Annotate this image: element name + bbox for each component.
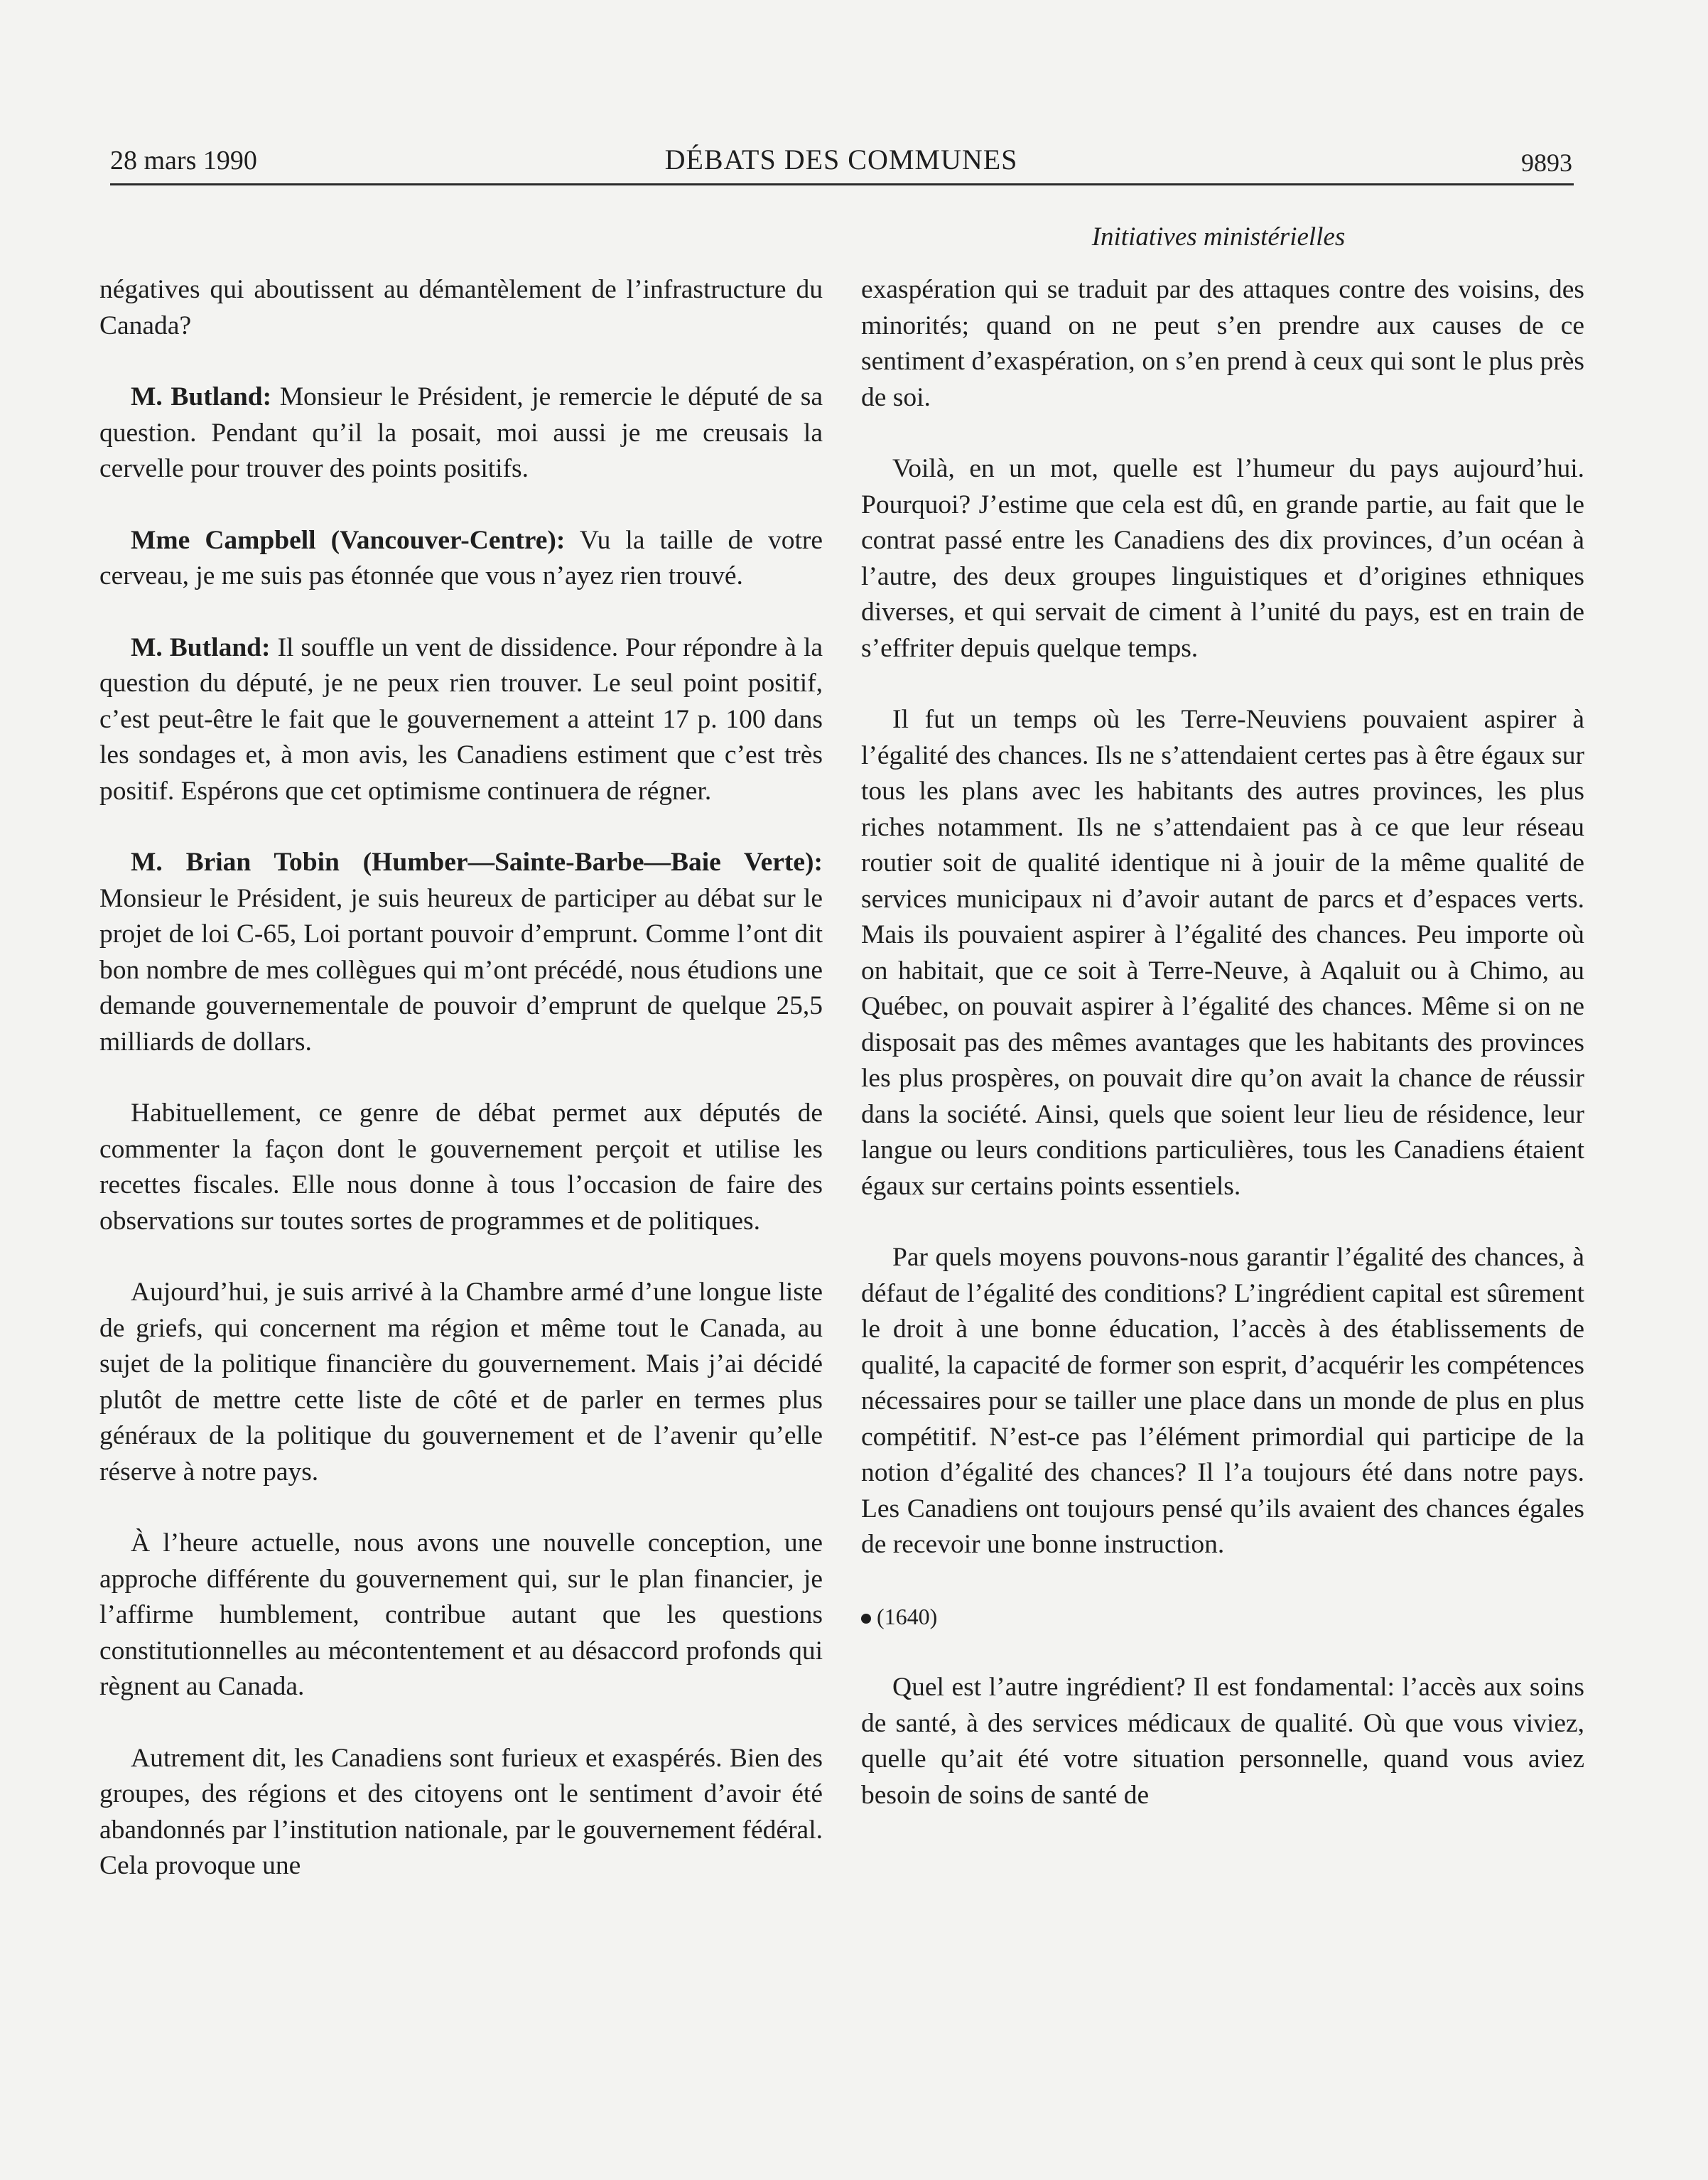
paragraph: À l’heure actuelle, nous avons une nouvelle conception, une approche différente du gouvernement qui, sur le plan financier, je l’affirme humblement, contribue autant que les questions constitutionnelles au mécontentement et au désaccord profonds qui règnent au Canada.	[99, 1528, 823, 1701]
speaker-name: M. Butland:	[131, 632, 271, 662]
speech-text: Monsieur le Président, je suis heureux de participer au débat sur le projet de loi C-65, Loi portant pouvoir d’emprunt. Comme l’ont dit bon nombre de mes collègues qui m’ont précédé, nous étudions une demande gouvernementale de pouvoir d’emprunt de quelque 25,5 milliards de dollars.	[99, 883, 823, 1057]
bullet-icon	[861, 1614, 871, 1624]
right-column	[861, 272, 1584, 1849]
paragraph	[99, 845, 823, 1060]
paragraph	[99, 523, 823, 595]
paragraph: négatives qui aboutissent au démantèlement de l’infrastructure du Canada?	[99, 275, 823, 340]
header-title: DÉBATS DES COMMUNES	[664, 144, 1018, 176]
paragraph: Par quels moyens pouvons-nous garantir l’égalité des chances, à défaut de l’égalité des conditions? L’ingrédient capital est sûrement le droit à une bonne éducation, l’accès à des établissements de qualité, la capacité de former son esprit, d’acquérir les compétences nécessaires pour se tailler une place dans un monde de plus en plus compétitif. N’est-ce pas l’élément primordial qui participe de la notion d’égalité des chances? Il l’a toujours été dans notre pays. Les Canadiens ont toujours pensé qu’ils avaient des chances égales de recevoir une bonne instruction.	[861, 1243, 1584, 1559]
paragraph: exaspération qui se traduit par des attaques contre des voisins, des minorités; quand on ne peut s’en prendre aux causes de ce sentiment d’exaspération, on s’en prend à ceux qui sont le plus près de soi.	[861, 275, 1584, 412]
speaker-name: Mme Campbell (Vancouver-Centre):	[131, 525, 566, 555]
left-column	[99, 272, 823, 1920]
time-marker-text: (1640)	[877, 1603, 938, 1629]
speaker-name: M. Butland:	[131, 382, 272, 411]
paragraph: Autrement dit, les Canadiens sont furieux et exaspérés. Bien des groupes, des régions et des citoyens ont le sentiment d’avoir été abandonnés par l’institution nationale, par le gouvernement fédéral. Cela provoque une	[99, 1743, 823, 1880]
page-header	[110, 139, 1572, 182]
header-page-number: 9893	[1521, 149, 1572, 177]
paragraph	[99, 630, 823, 810]
section-label: Initiatives ministérielles	[1091, 222, 1346, 252]
speech-text: Il souffle un vent de dissidence. Pour répondre à la question du député, je ne peux rien trouver. Le seul point positif, c’est peut-être le fait que le gouvernement a atteint 17 p. 100 dans les sondages et, à mon avis, les Canadiens estiment que c’est très positif. Espérons que cet optimisme continuera de régner.	[99, 632, 823, 806]
paragraph: Il fut un temps où les Terre-Neuviens pouvaient aspirer à l’égalité des chances. Ils ne s’attendaient certes pas à être égaux sur tous les plans avec les habitants des autres provinces, les plus riches notamment. Ils ne s’attendaient pas à ce que leur réseau routier soit de qualité identique ni à jouir de la même qualité de services municipaux ni d’avoir autant de parcs et d’espaces verts. Mais ils pouvaient aspirer à l’égalité des chances. Peu importe où on habitait, que ce soit à Terre-Neuve, à Aqaluit ou à Chimo, au Québec, on pouvait aspirer à l’égalité des chances. Même si on ne disposait pas des mêmes avantages que les habitants des provinces les plus prospères, on pouvait dire qu’on avait la chance de réussir dans la société. Ainsi, quels que soient leur lieu de résidence, leur langue ou leurs conditions particulières, tous les Canadiens étaient égaux sur certains points essentiels.	[861, 705, 1584, 1201]
paragraph	[99, 379, 823, 487]
time-marker	[861, 1599, 1584, 1635]
header-date: 28 mars 1990	[110, 146, 257, 176]
speech-text: Vu la taille de votre cerveau, je me suis pas étonnée que vous n’ayez rien trouvé.	[99, 525, 823, 590]
paragraph: Voilà, en un mot, quelle est l’humeur du pays aujourd’hui. Pourquoi? J’estime que cela est dû, en grande partie, au fait que le contrat passé entre les Canadiens des dix provinces, d’un océan à l’autre, des deux groupes linguistiques et d’origines ethniques diverses, et qui servait de ciment à l’unité du pays, est en train de s’effriter depuis quelque temps.	[861, 454, 1584, 663]
paragraph: Quel est l’autre ingrédient? Il est fondamental: l’accès aux soins de santé, à des services médicaux de qualité. Où que vous viviez, quelle qu’ait été votre situation personnelle, quand vous aviez besoin de soins de santé de	[861, 1673, 1584, 1810]
paragraph: Habituellement, ce genre de débat permet aux députés de commenter la façon dont le gouvernement perçoit et utilise les recettes fiscales. Elle nous donne à tous l’occasion de faire des observations sur toutes sortes de programmes et de politiques.	[99, 1099, 823, 1236]
speech-text: Monsieur le Président, je remercie le député de sa question. Pendant qu’il la posait, moi aussi je me creusais la cervelle pour trouver des points positifs.	[99, 382, 823, 483]
speaker-name: M. Brian Tobin (Humber—Sainte-Barbe—Baie Verte):	[131, 848, 823, 877]
paragraph: Aujourd’hui, je suis arrivé à la Chambre armé d’une longue liste de griefs, qui concernent ma région et même tout le Canada, au sujet de la politique financière du gouvernement. Mais j’ai décidé plutôt de mettre cette liste de côté et de parler en termes plus généraux de la politique du gouvernement et de l’avenir qu’elle réserve à notre pays.	[99, 1278, 823, 1486]
header-rule	[110, 183, 1574, 185]
